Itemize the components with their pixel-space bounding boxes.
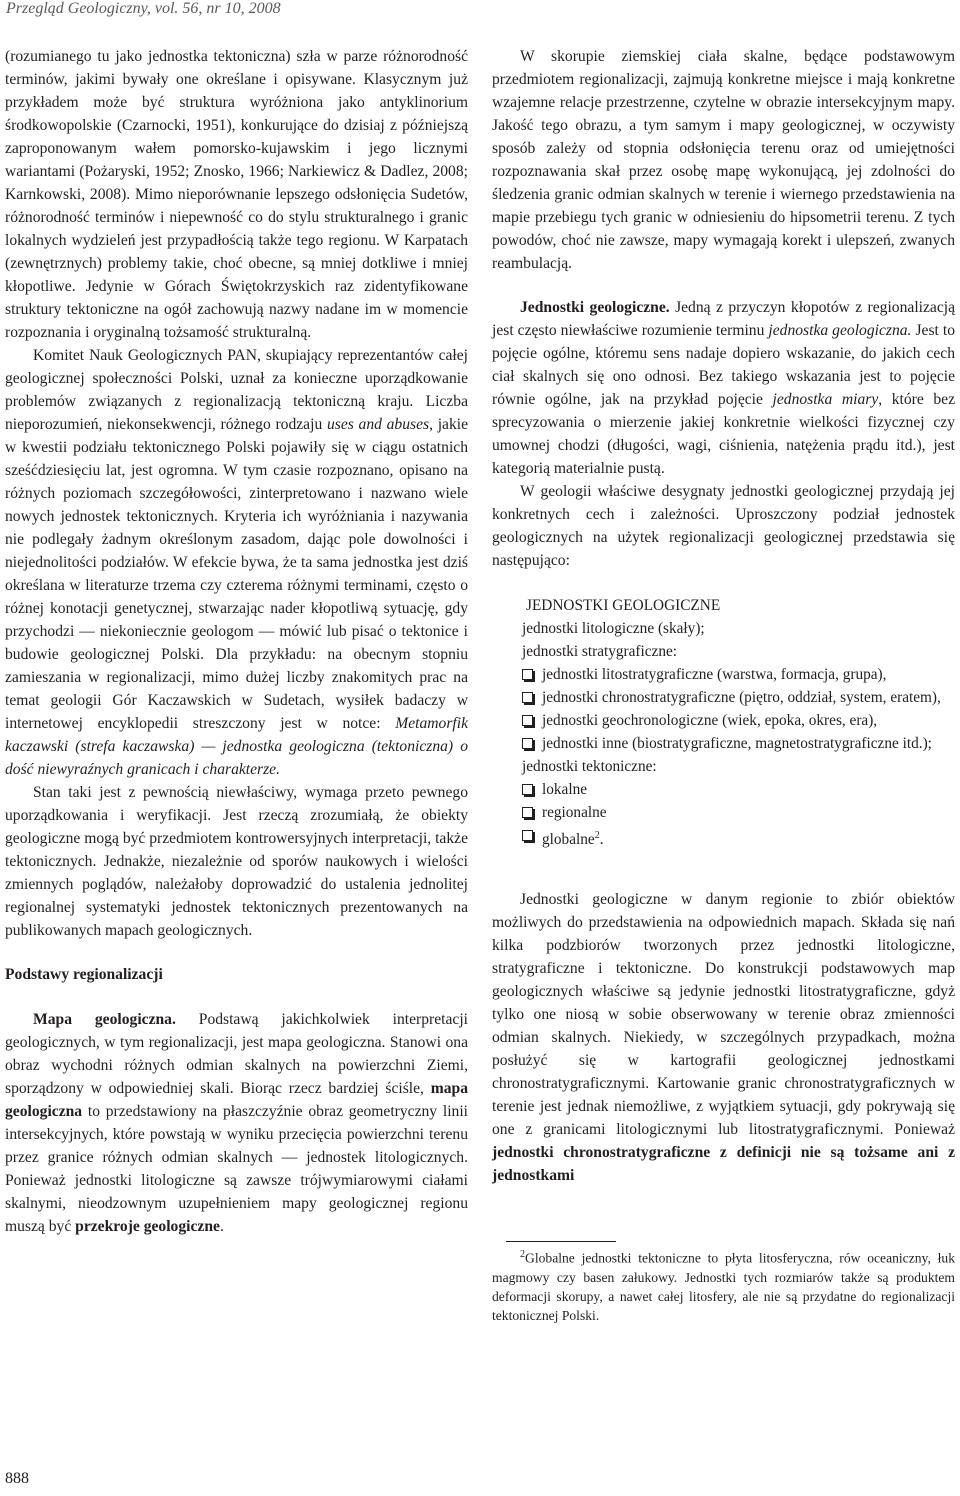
list-item: globalne$^2$. (522, 824, 955, 851)
paragraph: W skorupie ziemskiej ciała skalne, będące podstawowym przedmiotem regionalizacji, zajmują konkretne miejsce i mają konkretne wzajemne relacje przestrzenne, czytelne w obrazie intersekcyjnym mapy. Jakość tego obrazu, a tym samym i mapy geologicznej, w oczywisty sposób zależy od stopnia odsłonięcia terenu oraz od umiejętności rozpoznawania skał przez osobę mapę wykonującą, jej zdolności do śledzenia granic odmian skalnych w terenie i wiernego przedstawienia na mapie przebiegu tych granic w odniesieniu do hipsometrii terenu. Z tych powodów, choć nie zawsze, mapy wymagają korekt i ulepszeń, zwanych reambulacją. (492, 48, 955, 272)
paragraph: Jednostki geologiczne. Jedną z przyczyn kłopotów z regionalizacją jest często niewłaściwe rozumienie terminu jednostka geologiczna. Jest to pojęcie ogólne, któremu sens nadaje dopiero wskazanie, do jakich cech ciał skalnych się ono odnosi. Bez takiego wskazania jest to pojęcie równie ogólne, jak na przykład pojęcie jednostka miary, które bez sprecyzowania o mierzenie jakiej konkretnie wielkości fizycznej czy umownej chodzi (długości, wagi, ciśnienia, natężenia prądu itd.), jest kategorią materialnie pustą. (492, 299, 956, 477)
list-line: jednostki stratygraficzne: (522, 643, 678, 660)
left-column (5, 45, 468, 1238)
footnote-area (492, 1241, 955, 1325)
checkbox-icon (522, 715, 533, 726)
checkbox-icon (522, 738, 533, 749)
paragraph: Mapa geologiczna. Podstawą jakichkolwiek interpretacji geologicznych, w tym regionalizacji, jest mapa geologiczna. Stanowi ona obraz wychodni różnych odmian skalnych na powierzchni Ziemi, sporządzony w odpowiedniej skali. Biorąc rzecz bardziej ściśle, mapa geologiczna to przedstawiony na płaszczyźnie obraz geometryczny linii intersekcyjnych, które powstają w wyniku przecięcia powierzchni terenu przez granice różnych odmian skalnych — jednostek litologicznych. Ponieważ jednostki litologiczne są zawsze trójwymiarowymi ciałami skalnymi, nieodzownym uzupełnieniem mapy geologicznej regionu muszą być przekroje geologiczne. (5, 1011, 468, 1235)
list-line: jednostki tektoniczne: (522, 758, 657, 775)
list-item: lokalne (522, 778, 955, 801)
geological-units-list (522, 594, 955, 851)
footnote: $^2$Globalne jednostki tektoniczne to płyta litosferyczna, rów oceaniczny, łuk magmowy czy basen załukowy. Jednostki tych rozmiarów także są produktem deformacji skorupy, a nawet całej litosfery, ale nie są przydatne do regionalizacji tektonicznej Polski. (492, 1249, 955, 1323)
list-title: JEDNOSTKI GEOLOGICZNE (526, 597, 721, 614)
running-head: Przegląd Geologiczny, vol. 56, nr 10, 2008 (6, 0, 281, 17)
checkbox-icon (522, 830, 533, 841)
right-column (492, 45, 955, 1325)
page-number: 888 (5, 1470, 29, 1487)
section-title: Podstawy regionalizacji (5, 966, 163, 983)
paragraph: (rozumianego tu jako jednostka tektoniczna) szła w parze różnorodność terminów, jakimi bywały one określane i opisywane. Klasycznym już przykładem może być struktura wyróżniona jako antyklinorium środkowopolskie (Czarnocki, 1951), konkurujące do dzisiaj z późniejszą zaproponowanym wałem pomorsko-kujawskim i jego licznymi wariantami (Pożaryski, 1952; Znosko, 1966; Narkiewicz & Dadlez, 2008; Karnkowski, 2008). Mimo nieporównanie lepszego odsłonięcia Sudetów, różnorodność terminów i niepewność co do stylu strukturalnego i granic lokalnych wydzieleń jest przypadłością także tego regionu. W Karpatach (zewnętrznych) problemy takie, choć obecne, są mniej dotkliwe i mniej kłopotliwe. Jedynie w Górach Świętokrzyskich raz zidentyfikowane struktury tektoniczne na ogół zachowują nazwy nadane im w momencie rozpoznania i oryginalną tożsamość strukturalną. (5, 48, 468, 341)
paragraph: Jednostki geologiczne w danym regionie to zbiór obiektów możliwych do przedstawienia na odpowiednich mapach. Składa się nań kilka podzbiorów tworzonych przez jednostki litologiczne, stratygraficzne i tektoniczne. Do konstrukcji podstawowych map geologicznych właściwe są jedynie jednostki litostratygraficzne, gdyż tylko one niosą w sobie obserwowany w terenie obraz zmienności odmian skalnych. Niekiedy, w szczególnych przypadkach, można posłużyć się w kartografii geologicznej jednostkami chronostratygraficznymi. Kartowanie granic chronostratygraficznych w terenie jest jednak niemożliwe, z wyjątkiem sytuacji, gdy pokrywają się one z granicami litologicznymi lub litostratygraficznymi. Ponieważ jednostki chronostratygraficzne z definicji nie są tożsame ani z jednostkami (492, 891, 955, 1185)
paragraph: Stan taki jest z pewnością niewłaściwy, wymaga przeto pewnego uporządkowania i weryfikacji. Jest rzeczą zrozumiałą, że obiekty geologiczne mogą być przedmiotem kontrowersyjnych interpretacji, także tektonicznych. Jednakże, niezależnie od sporów naukowych i wielości zmiennych poglądów, należałoby doprowadzić do ustalenia jednolitej regionalnej systematyki jednostek tektonicznych prezentowanych na publikowanych mapach geologicznych. (5, 784, 468, 939)
list-line: jednostki litologiczne (skały); (522, 620, 705, 637)
paragraph: W geologii właściwe desygnaty jednostki geologicznej przydają jej konkretnych cech i zależności. Uproszczony podział jednostek geologicznych na użytek regionalizacji geologicznej przedstawia się następująco: (492, 483, 955, 569)
list-item: jednostki inne (biostratygraficzne, magnetostratygraficzne itd.); (522, 732, 955, 755)
checkbox-icon (522, 669, 533, 680)
checkbox-icon (522, 784, 533, 795)
footnote-rule (506, 1241, 616, 1242)
checkbox-icon (522, 807, 533, 818)
checkbox-icon (522, 692, 533, 703)
list-item: jednostki litostratygraficzne (warstwa, formacja, grupa), (522, 663, 955, 686)
list-item: jednostki geochronologiczne (wiek, epoka, okres, era), (522, 709, 955, 732)
footnote-mark: 2 (594, 830, 600, 841)
list-item: jednostki chronostratygraficzne (piętro, oddział, system, eratem), (522, 686, 955, 709)
list-item: regionalne (522, 801, 955, 824)
paragraph: Komitet Nauk Geologicznych PAN, skupiający reprezentantów całej geologicznej społeczności Polski, uznał za konieczne uporządkowanie problemów związanych z regionalizacją tektoniczną kraju. Liczba nieporozumień, niekonsekwencji, różnego rodzaju uses and abuses, jakie w kwestii podziału tektonicznego Polski pojawiły się w ciągu ostatnich sześćdziesięciu lat, jest ogromna. W tym czasie rozpoznano, opisano na różnych poziomach szczegółowości, zinterpretowano i nazwano wiele nowych jednostek tektonicznych. Kryteria ich wyróżniania i nazywania nie podlegały żadnym określonym zasadom, dając pole dowolności i niejednolitości podziałów. W efekcie bywa, że ta sama jednostka jest dziś określana w literaturze trzema czy czterema różnymi terminami, często o różnej konotacji genetycznej, stwarzając nader kłopotliwą sytuację, gdy przychodzi — niekoniecznie geologom — mówić lub pisać o tektonice i budowie geologicznej Polski. Dla przykładu: na obecnym stopniu zamieszania w regionalizacji, mimo dużej liczby znakomitych prac na temat geologii Gór Kaczawskich w Sudetach, wysiłek badaczy w internetowej encyklopedii streszczony jest w notce: Metamorfik kaczawski (strefa kaczawska) — jednostka geologiczna (tektoniczna) o dość niewyraźnych granicach i charakterze. (5, 347, 468, 778)
